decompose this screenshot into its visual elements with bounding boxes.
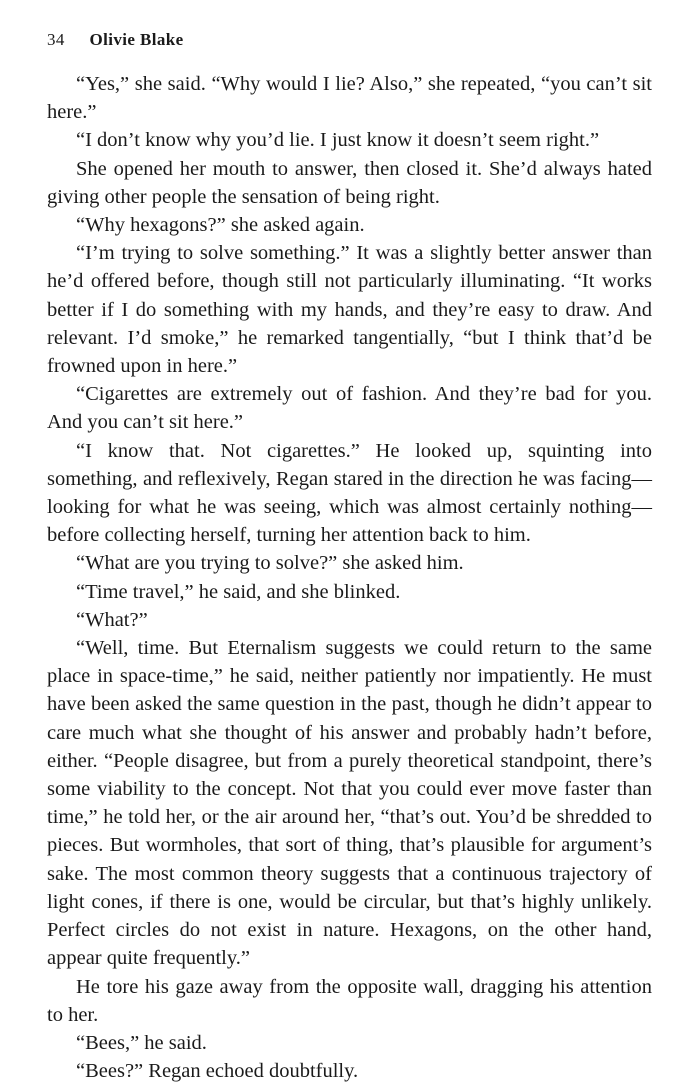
paragraph: “Why hexagons?” she asked again. xyxy=(76,214,365,237)
paragraph: “Well, time. But Eternalism suggests we could return to the same place in space-time,” he said, neither patiently nor impatiently. He must have been asked the same question in the past, though he didn’t appear to care much what she thought of his answer and probably hadn’t before, either. “People disagree, but from a purely theoretical standpoint, there’s some viability to the concept. Not that you could ever move faster than time,” he told her, or the air around her, “that’s out. You’d be shredded to pieces. But wormholes, that sort of thing, that’s plausible for argument’s sake. The most common theory suggests that a continuous trajectory of light cones, if there is one, would be circular, but that’s highly unlikely. Perfect circles do not exist in nature. Hexagons, on the other hand, appear quite frequently.” xyxy=(47,637,652,970)
paragraph: “I don’t know why you’d lie. I just know it doesn’t seem right.” xyxy=(76,129,600,152)
author-name: Olivie Blake xyxy=(89,30,184,49)
paragraph: “What?” xyxy=(76,608,148,631)
paragraph: He tore his gaze away from the opposite wall, dragging his attention to her. xyxy=(47,975,652,1026)
paragraph: “I know that. Not cigarettes.” He looked up, squinting into something, and reflexively, Regan stared in the direction he was facing—looking for what he was seeing, which was almost certainly nothing—before collecting herself, turning her attention back to him. xyxy=(47,439,652,547)
paragraph: “What are you trying to solve?” she asked him. xyxy=(76,552,464,575)
paragraph: “Bees?” Regan echoed doubtfully. xyxy=(76,1060,359,1083)
paragraph: She opened her mouth to answer, then closed it. She’d always hated giving other people the sensation of being right. xyxy=(47,157,652,208)
paragraph: “Cigarettes are extremely out of fashion. And they’re bad for you. And you can’t sit here.” xyxy=(47,383,652,434)
page-number: 34 xyxy=(47,30,65,49)
paragraph: “Time travel,” he said, and she blinked. xyxy=(76,580,401,603)
paragraph: “Bees,” he said. xyxy=(76,1031,207,1054)
paragraph: “I’m trying to solve something.” It was a slightly better answer than he’d offered before, though still not particularly illuminating. “It works better if I do something with my hands, and they’re easy to draw. And relevant. I’d smoke,” he remarked tangentially, “but I think that’d be frowned upon in here.” xyxy=(47,242,652,378)
body-text xyxy=(47,70,652,1085)
paragraph: “Yes,” she said. “Why would I lie? Also,” she repeated, “you can’t sit here.” xyxy=(47,73,652,124)
running-header xyxy=(47,30,184,50)
